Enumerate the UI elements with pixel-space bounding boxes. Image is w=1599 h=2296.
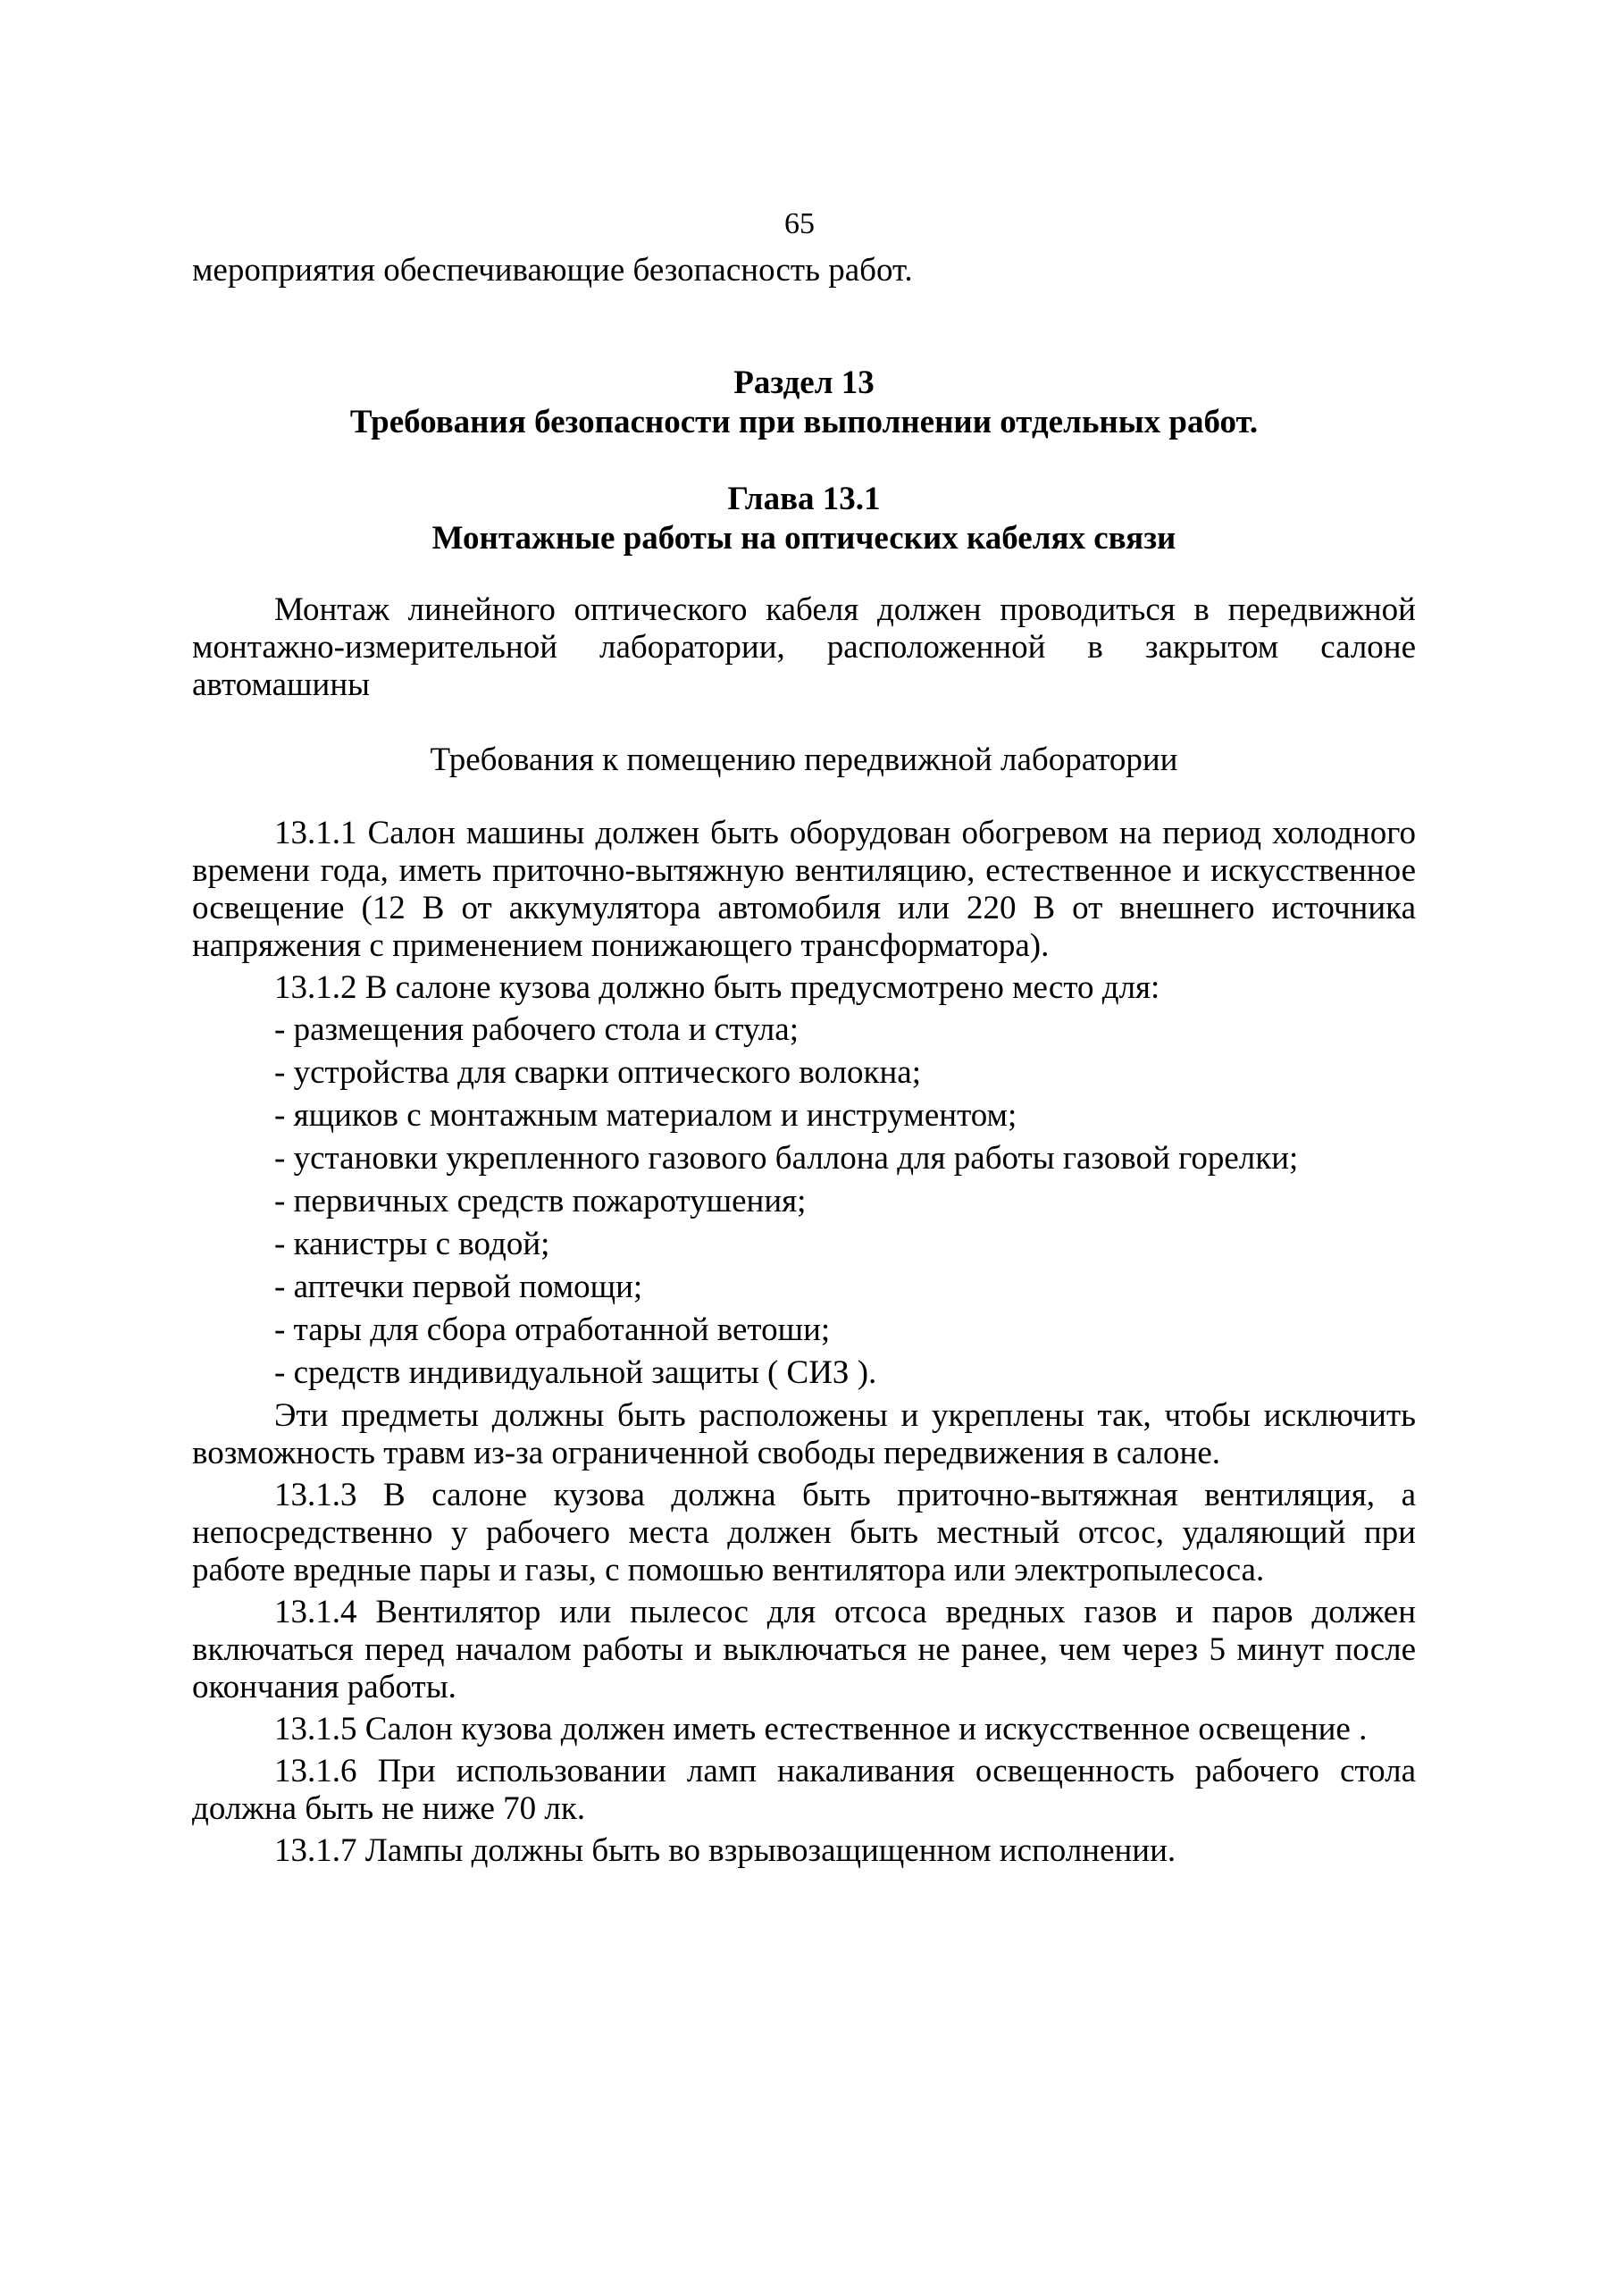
list-item: - аптечки первой помощи;: [274, 1269, 643, 1305]
section-heading: [192, 364, 1416, 442]
page-number: 65: [784, 207, 815, 240]
carry-over-line: мероприятия обеспечивающие безопасность работ.: [192, 252, 913, 289]
chapter-title: Монтажные работы на оптических кабелях связи: [431, 520, 1176, 557]
list-item: - установки укрепленного газового баллона для работы газовой горелки;: [274, 1140, 1299, 1177]
clause-13-1-7: 13.1.7 Лампы должны быть во взрывозащищенном исполнении.: [274, 1832, 1176, 1869]
list-item: - средств индивидуальной защиты ( СИЗ ).: [274, 1354, 877, 1391]
list-item: - размещения рабочего стола и стула;: [274, 1011, 799, 1048]
clause-13-1-4: 13.1.4 Вентилятор или пылесос для отсоса вредных газов и паров должен включаться перед началом работы и выключаться не ранее, чем через 5 минут после окончания работы.: [192, 1594, 1416, 1705]
clause-13-1-2-note: Эти предметы должны быть расположены и укреплены так, чтобы исключить возможность травм из-за ограниченной свободы передвижения в салоне.: [192, 1397, 1416, 1471]
clause-13-1-2-intro: 13.1.2 В салоне кузова должно быть предусмотрено место для:: [274, 969, 1160, 1006]
clause-13-1-5: 13.1.5 Салон кузова должен иметь естественное и искусственное освещение .: [274, 1711, 1368, 1747]
intro-paragraph: Монтаж линейного оптического кабеля должен проводиться в передвижной монтажно-измерительной лаборатории, расположенной в закрытом салоне автомашины: [192, 591, 1416, 703]
list-item: - ящиков с монтажным материалом и инструментом;: [274, 1097, 1017, 1134]
list-item: - канистры с водой;: [274, 1226, 550, 1262]
clause-13-1-6: 13.1.6 При использовании ламп накаливания освещенность рабочего стола должна быть не ниже 70 лк.: [192, 1753, 1416, 1827]
equipment-list: [192, 1011, 1416, 1392]
chapter-heading: [192, 480, 1416, 558]
list-item: - устройства для сварки оптического волокна;: [274, 1054, 921, 1091]
clause-13-1-3: 13.1.3 В салоне кузова должна быть приточно-вытяжная вентиляция, а непосредственно у рабочего места должен быть местный отсос, удаляющий при работе вредные пары и газы, с помошью вентилятора или электропылесоса.: [192, 1477, 1416, 1588]
list-item: - тары для сбора отработанной ветоши;: [274, 1311, 831, 1348]
list-item: - первичных средств пожаротушения;: [274, 1183, 807, 1219]
section-title: Требования безопасности при выполнении отдельных работ.: [349, 404, 1259, 440]
clause-13-1-1: 13.1.1 Салон машины должен быть оборудован обогревом на период холодного времени года, иметь приточно-вытяжную вентиляцию, естественное и искусственное освещение (12 В от аккумулятора автомобиля или 220 В от внешнего источника напряжения с применением понижающего трансформатора).: [192, 815, 1416, 964]
subheading: Требования к помещению передвижной лаборатории: [430, 742, 1178, 778]
clauses-body: [192, 815, 1416, 1874]
section-label: Раздел 13: [733, 365, 875, 401]
chapter-label: Глава 13.1: [727, 481, 881, 517]
